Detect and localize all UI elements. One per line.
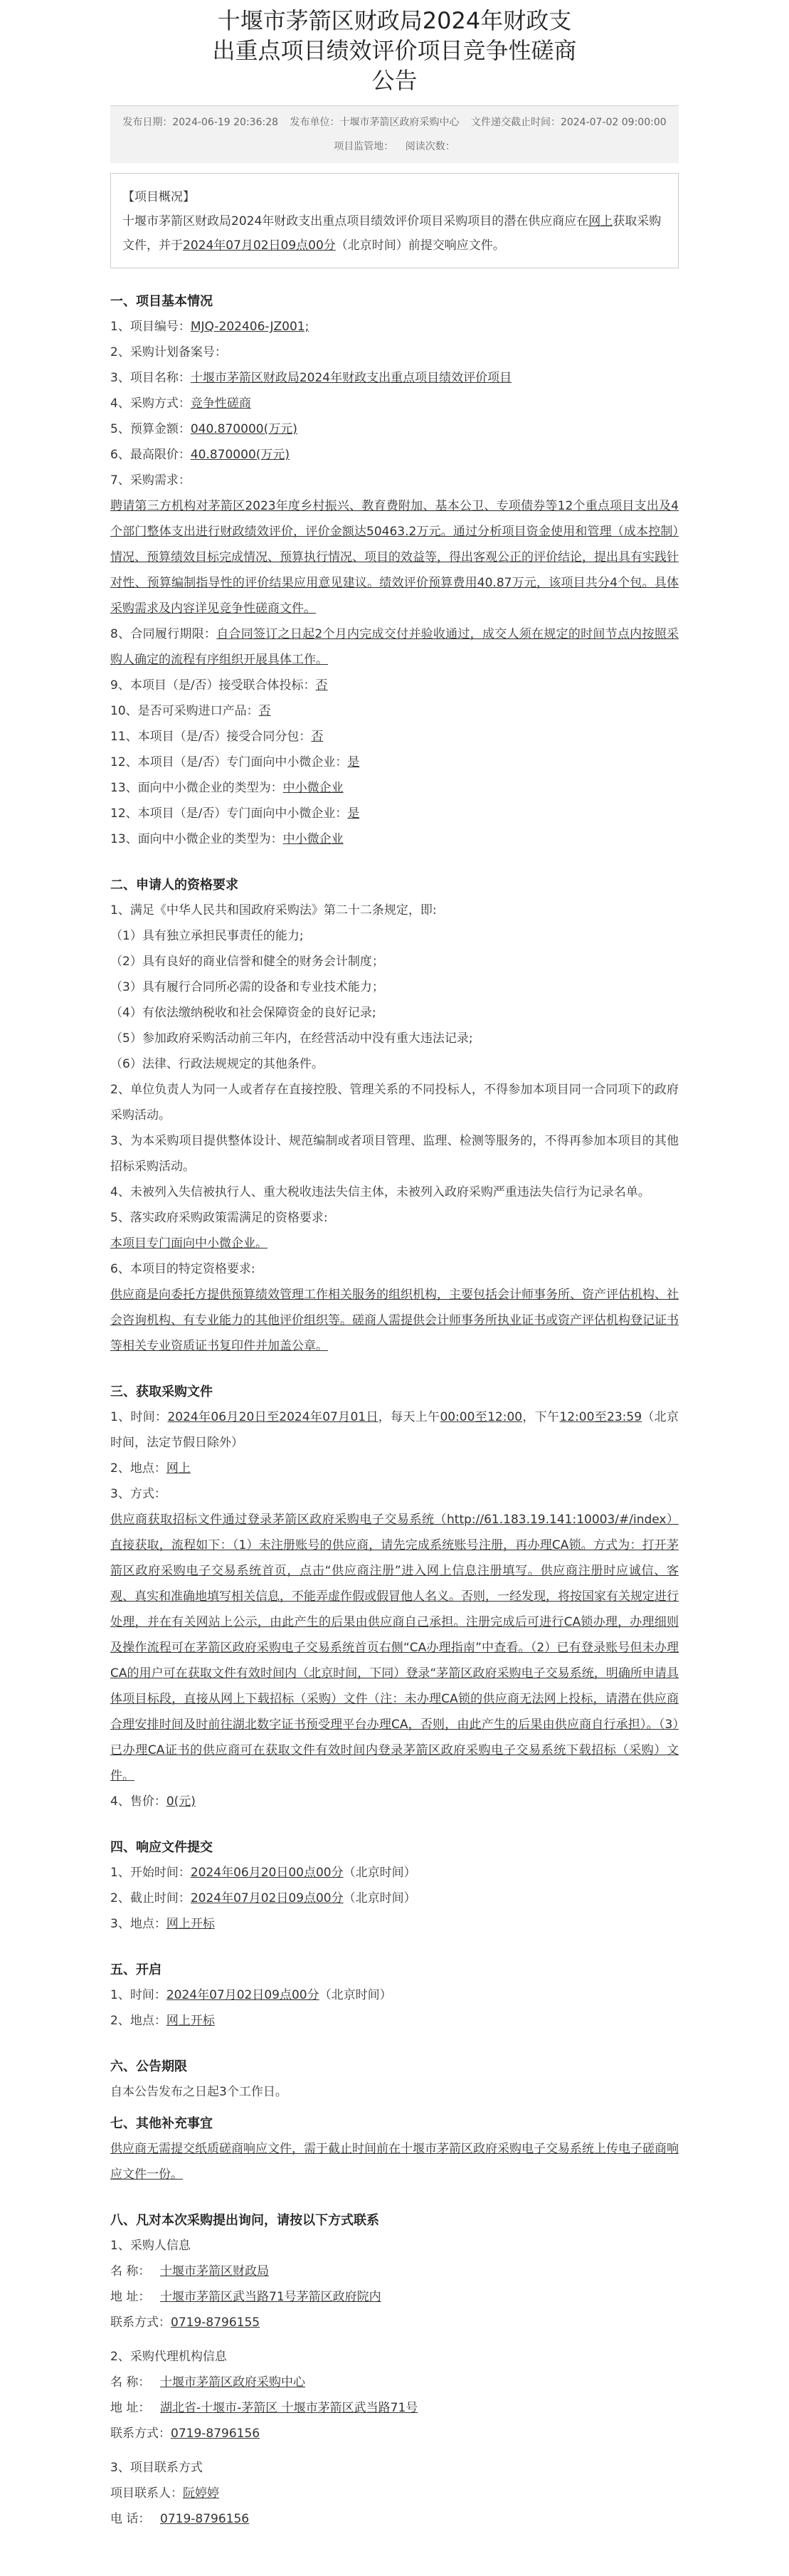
row-sme-type [110, 775, 679, 801]
row-subcontract [110, 724, 679, 750]
row-sme-type-2 [110, 826, 679, 852]
value: 十堰市茅箭区财政局 [160, 2264, 269, 2278]
section-opening-title: 五、开启 [110, 1962, 161, 1977]
label: 2、地点： [110, 2014, 166, 2028]
section-obtain-docs-title: 三、获取采购文件 [110, 1384, 213, 1399]
value: 是 [347, 806, 360, 821]
section-submit-title: 四、响应文件提交 [110, 1840, 213, 1855]
text: ，每天上午 [378, 1410, 440, 1424]
label: 3、项目名称： [110, 371, 191, 385]
value: 中小微企业 [282, 781, 344, 795]
supervisor: 项目监管地： [334, 141, 394, 152]
overview-text [122, 209, 667, 258]
requirements-text: 聘请第三方机构对茅箭区2023年度乡村振兴、教育费附加、基本公卫、专项债券等12个重点项目支出及4个部门整体支出进行财政绩效评价，评价金额达50463.2万元。通过分析项目资金使用和管理（成本控制）情况、预算绩效目标完成情况、预算执行情况、项目的效益等，得出客观公正的评价结论，提出具有实践针对性、预算编制指导性的评价结果应用意见建议。绩效评价预算费用40.87万元，该项目共分4个包。具体采购需求及内容详见竞争性磋商文件。 [110, 499, 679, 616]
row-import [110, 698, 679, 724]
row-budget [110, 416, 679, 442]
text: ，下午 [522, 1410, 560, 1424]
qual-item-3: 3、为本采购项目提供整体设计、规范编制或者项目管理、监理、检测等服务的，不得再参加本项目的其他招标采购活动。 [110, 1134, 679, 1174]
value: 2024年07月02日09点00分 [166, 1988, 319, 2002]
qual-sub-2: （2）具有良好的商业信誉和健全的财务会计制度； [110, 955, 384, 969]
label: 联系方式： [110, 2315, 171, 2330]
row-consortium [110, 673, 679, 698]
value: 是 [347, 755, 360, 769]
qual-sub-1: （1）具有独立承担民事责任的能力; [110, 929, 304, 943]
qual-item-4: 4、未被列入失信被执行人、重大税收违法失信主体，未被列入政府采购严重违法失信行为记录名单。 [110, 1185, 650, 1199]
meta-bar [110, 105, 679, 163]
label: 8、合同履行期限： [110, 627, 217, 641]
project-contact-title: 3、项目联系方式 [110, 2461, 203, 2475]
label: 联系方式： [110, 2427, 171, 2441]
value: 否 [315, 678, 328, 693]
label: 5、预算金额： [110, 422, 191, 436]
opening-time [110, 1982, 679, 2008]
qual-item-5-text: 本项目专门面向中小微企业。 [110, 1236, 268, 1251]
project-overview [110, 173, 679, 268]
submit-place [110, 1911, 679, 1937]
row-procurement-method [110, 391, 679, 416]
label: 13、面向中小微企业的类型为： [110, 781, 283, 795]
qual-sub-6: （6）法律、行政法规规定的其他条件。 [110, 1057, 324, 1071]
value: 0719-8796155 [171, 2315, 260, 2330]
value: 十堰市茅箭区财政局2024年财政支出重点项目绩效评价项目 [190, 371, 512, 385]
text: （北京时间） [319, 1988, 392, 2002]
label: 2、地点： [110, 1461, 166, 1476]
value: 12:00至23:59 [559, 1410, 642, 1424]
value: 040.870000(万元) [190, 422, 297, 436]
row-project-number [110, 314, 679, 340]
project-contact-person [110, 2481, 679, 2506]
section-qualification-title: 二、申请人的资格要求 [110, 878, 238, 893]
row-max-price [110, 442, 679, 468]
value: 网上 [166, 1461, 191, 1476]
text: （北京时间） [343, 1891, 416, 1905]
label: 4、采购方式： [110, 396, 191, 411]
obtain-price [110, 1789, 679, 1814]
value: 阮婷婷 [183, 2486, 219, 2501]
agency-phone [110, 2421, 679, 2446]
obtain-method: 3、方式： [110, 1487, 166, 1501]
row-plan-number: 2、采购计划备案号： [110, 345, 227, 359]
overview-heading: 【项目概况】 [122, 190, 195, 204]
label: 6、最高限价： [110, 448, 191, 462]
spacer [110, 2335, 679, 2344]
qual-item-2: 2、单位负责人为同一人或者存在直接控股、管理关系的不同投标人，不得参加本项目同一合同项下的政府采购活动。 [110, 1083, 679, 1123]
value: 0(元) [166, 1794, 196, 1809]
publisher: 发布单位：十堰市茅箭区政府采购中心 [290, 117, 460, 128]
purchaser-info-title: 1、采购人信息 [110, 2239, 191, 2253]
value: 40.870000(万元) [190, 448, 290, 462]
label: 1、开始时间： [110, 1866, 191, 1880]
row-sme-only-2 [110, 801, 679, 826]
label: 11、本项目（是/否）接受合同分包： [110, 730, 312, 744]
label: 名 称： [110, 2264, 151, 2278]
value: 2024年06月20日00点00分 [190, 1866, 344, 1880]
purchaser-address [110, 2284, 679, 2310]
value: 2024年07月02日09点00分 [190, 1891, 344, 1905]
qual-sub-5: （5）参加政府采购活动前三年内，在经营活动中没有重大违法记录; [110, 1031, 473, 1046]
value: 0719-8796156 [171, 2427, 260, 2441]
obtain-method-text: 供应商获取招标文件通过登录茅箭区政府采购电子交易系统（http://61.183.19.141:10003/#/index）直接获取，流程如下：（1）未注册账号的供应商，请先完成系统账号注册，再办理CA锁。方式为：打开茅箭区政府采购电子交易系统首页，点击“供应商注册”进入网上信息注册填写。供应商注册时应诚信、客观、真实和准确地填写相关信息，不能弄虚作假或假冒他人名义。否则，一经发现，将按国家有关规定进行处理，并在有关网站上公示，由此产生的后果由供应商自己承担。注册完成后可进行CA锁办理，办理细则及操作流程可在茅箭区政府采购电子交易系统首页右侧“CA办理指南”中查看。（2）已有登录账号但未办理CA的用户可在获取文件有效时间内（北京时间，下同）登录“茅箭区政府采购电子交易系统，明确所申请具体项目标段，直接从网上下载招标（采购）文件（注：未办理CA锁的供应商无法网上投标，请潜在供应商合理安排时间及时前往湖北数字证书预受理平台办理CA，否则，由此产生的后果由供应商自行承担）。（3）已办理CA证书的供应商可在获取文件有效时间内登录茅箭区政府采购电子交易系统下载招标（采购）文件。 [110, 1513, 679, 1783]
label: 电 话： [110, 2512, 151, 2526]
label: 12、本项目（是/否）专门面向中小微企业： [110, 755, 348, 769]
label: 名 称： [110, 2375, 151, 2390]
value: 否 [311, 730, 324, 744]
section-other-title: 七、其他补充事宜 [110, 2116, 213, 2131]
value: 十堰市茅箭区政府采购中心 [160, 2375, 305, 2390]
value: 网上开标 [166, 1917, 215, 1931]
label: 1、项目编号： [110, 320, 191, 334]
value: 网上开标 [166, 2014, 215, 2028]
label: 1、时间： [110, 1410, 168, 1424]
text: （北京时间） [343, 1866, 416, 1880]
value: 00:00至12:00 [440, 1410, 523, 1424]
qual-item-1: 1、满足《中华人民共和国政府采购法》第二十二条规定，即: [110, 903, 437, 918]
period-text: 自本公告发布之日起3个工作日。 [110, 2085, 287, 2099]
deadline: 文件递交截止时间：2024-07-02 09:00:00 [470, 117, 667, 128]
view-count: 阅读次数： [405, 141, 455, 152]
value: MJQ-202406-JZ001; [190, 320, 309, 334]
label: 项目联系人： [110, 2486, 183, 2501]
label: 4、售价： [110, 1794, 166, 1809]
label: 9、本项目（是/否）接受联合体投标： [110, 678, 316, 693]
spacer [110, 2446, 679, 2455]
project-contact-phone [110, 2506, 679, 2532]
overview-link-deadline: 2024年07月02日09点00分 [183, 238, 336, 253]
row-sme-only [110, 750, 679, 775]
obtain-place [110, 1456, 679, 1481]
value: 十堰市茅箭区武当路71号茅箭区政府院内 [160, 2290, 381, 2304]
label: 地 址： [110, 2401, 151, 2415]
agency-name [110, 2370, 679, 2395]
qual-sub-3: （3）具有履行合同所必需的设备和专业技术能力； [110, 980, 384, 994]
overview-link-online: 网上 [588, 214, 613, 228]
opening-place [110, 2008, 679, 2034]
value: 自合同签订之日起2个月内完成交付并验收通过，成交人须在规定的时间节点内按照采购人确定的流程有序组织开展具体工作。 [110, 627, 679, 667]
value: 中小微企业 [282, 832, 344, 846]
overview-text-3: （北京时间）前提交响应文件。 [335, 238, 505, 253]
value: 竞争性磋商 [190, 396, 251, 411]
overview-text-1: 十堰市茅箭区财政局2024年财政支出重点项目绩效评价项目采购项目的潜在供应商应在 [122, 214, 589, 228]
submit-deadline [110, 1886, 679, 1911]
section-contact-title: 八、凡对本次采购提出询问，请按以下方式联系 [110, 2213, 379, 2228]
label: 2、截止时间： [110, 1891, 191, 1905]
submit-start [110, 1860, 679, 1886]
qual-sub-4: （4）有依法缴纳税收和社会保障资金的良好记录; [110, 1006, 376, 1020]
label: 10、是否可采购进口产品： [110, 704, 259, 718]
page-title: 十堰市茅箭区财政局2024年财政支出重点项目绩效评价项目竞争性磋商公告 [212, 7, 577, 94]
obtain-time [110, 1404, 679, 1456]
purchaser-phone [110, 2310, 679, 2335]
overview-text-2: 获取采购文件，并于 [122, 214, 662, 253]
value: 否 [258, 704, 271, 718]
label: 地 址： [110, 2290, 151, 2304]
agency-info-title: 2、采购代理机构信息 [110, 2350, 227, 2364]
other-text: 供应商无需提交纸质磋商响应文件，需于截止时间前在十堰市茅箭区政府采购电子交易系统上传电子磋商响应文件一份。 [110, 2142, 679, 2182]
label: 1、时间： [110, 1988, 166, 2002]
qual-item-5: 5、落实政府采购政策需满足的资格要求: [110, 1211, 328, 1225]
label: 3、地点： [110, 1917, 166, 1931]
qual-item-6: 6、本项目的特定资格要求: [110, 1262, 255, 1276]
value: 0719-8796156 [160, 2512, 250, 2526]
section-basic-info-title: 一、项目基本情况 [110, 294, 213, 309]
value: 2024年06月20日至2024年07月01日 [167, 1410, 378, 1424]
value: 湖北省-十堰市-茅箭区 十堰市茅箭区武当路71号 [160, 2401, 418, 2415]
qual-item-6-text: 供应商是向委托方提供预算绩效管理工作相关服务的组织机构，主要包括会计师事务所、资产评估机构、社会咨询机构、有专业能力的其他评价组织等。磋商人需提供会计师事务所执业证书或资产评估机构登记证书等相关专业资质证书复印件并加盖公章。 [110, 1288, 679, 1353]
text: （北京时间，法定节假日除外） [110, 1410, 679, 1450]
row-project-name [110, 365, 679, 391]
row-contract-period [110, 621, 679, 673]
publish-date: 发布日期：2024-06-19 20:36:28 [122, 117, 279, 128]
agency-address [110, 2395, 679, 2421]
section-period-title: 六、公告期限 [110, 2059, 187, 2074]
purchaser-name [110, 2259, 679, 2284]
row-requirements: 7、采购需求： [110, 473, 191, 488]
label: 13、面向中小微企业的类型为： [110, 832, 283, 846]
label: 12、本项目（是/否）专门面向中小微企业： [110, 806, 348, 821]
